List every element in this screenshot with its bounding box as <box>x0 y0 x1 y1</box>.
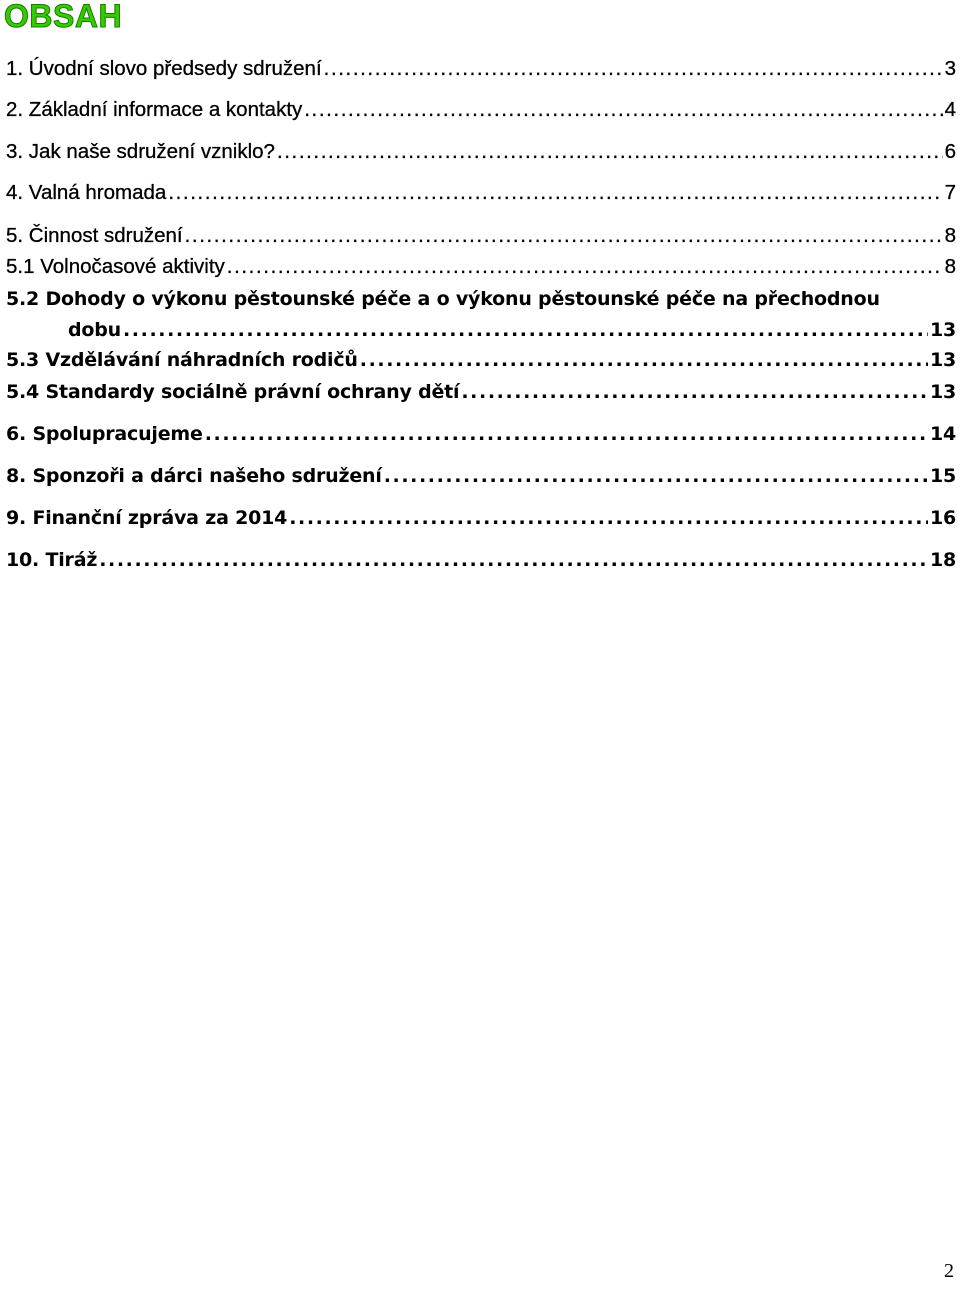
toc-leader <box>205 421 928 447</box>
toc-leader <box>289 505 928 531</box>
toc-leader <box>324 56 943 82</box>
toc-entry-page: 3 <box>944 57 956 80</box>
toc-entry-page: 13 <box>929 319 956 341</box>
page-number: 2 <box>944 1260 954 1282</box>
toc-entry-page: 13 <box>929 349 956 371</box>
toc-entry-label: 1. Úvodní slovo předsedy sdružení <box>6 57 322 80</box>
toc-entry-5-2[interactable] <box>68 317 956 343</box>
toc-entry-page: 4 <box>944 98 956 121</box>
toc-title: OBSAH <box>4 0 123 34</box>
toc-entry-label: 10. Tiráž <box>6 549 98 571</box>
toc-entry-label: dobu <box>68 319 121 341</box>
toc-entry-page: 8 <box>944 224 956 247</box>
toc-entry-label: 4. Valná hromada <box>6 181 167 204</box>
toc-leader <box>384 463 928 489</box>
toc-entry-5-3[interactable] <box>6 347 956 373</box>
toc-entry-page: 16 <box>929 507 956 529</box>
toc-entry-label: 3. Jak naše sdružení vzniklo? <box>6 140 275 163</box>
toc-entry-label: 6. Spolupracujeme <box>6 423 203 445</box>
toc-entry-page: 14 <box>929 423 956 445</box>
toc-leader <box>304 97 942 123</box>
toc-entry-page: 7 <box>944 181 956 204</box>
toc-entry-5[interactable] <box>6 223 956 249</box>
toc-entry-label: 5.4 Standardy sociálně právní ochrany dětí <box>6 381 460 403</box>
toc-entry-page: 6 <box>944 140 956 163</box>
toc-leader <box>360 347 928 373</box>
toc-leader <box>277 139 943 165</box>
toc-entry-page: 13 <box>929 381 956 403</box>
toc-entry-page: 18 <box>929 549 956 571</box>
toc-entry-9[interactable] <box>6 505 956 531</box>
toc-leader <box>123 317 928 343</box>
toc-leader <box>461 379 928 405</box>
toc-entry-label: 9. Finanční zpráva za 2014 <box>6 507 288 529</box>
toc-entry-4[interactable] <box>6 180 956 206</box>
toc-entry-label: 2. Základní informace a kontakty <box>6 98 303 121</box>
toc-leader <box>99 547 928 573</box>
toc-entry-6[interactable] <box>6 421 956 447</box>
toc-leader <box>227 254 943 280</box>
toc-entry-1[interactable] <box>6 56 956 82</box>
toc-entry-page: 15 <box>929 465 956 487</box>
toc-entry-label: 5.3 Vzdělávání náhradních rodičů <box>6 349 358 371</box>
toc-entry-label: 8. Sponzoři a dárci našeho sdružení <box>6 465 382 487</box>
toc-entry-5-1[interactable] <box>6 254 956 280</box>
toc-entry-5-4[interactable] <box>6 379 956 405</box>
toc-entry-label: 5. Činnost sdružení <box>6 224 183 247</box>
toc-leader <box>185 223 943 249</box>
toc-entry-2[interactable] <box>6 97 956 123</box>
toc-entry-10[interactable] <box>6 547 956 573</box>
toc-leader <box>168 180 942 206</box>
toc-entry-label: 5.1 Volnočasové aktivity <box>6 255 225 278</box>
toc-entry-page: 8 <box>944 255 956 278</box>
toc-entry-3[interactable] <box>6 139 956 165</box>
toc-entry-8[interactable] <box>6 463 956 489</box>
toc-entry-5-2-line1[interactable]: 5.2 Dohody o výkonu pěstounské péče a o výkonu pěstounské péče na přechodnou <box>6 288 880 310</box>
